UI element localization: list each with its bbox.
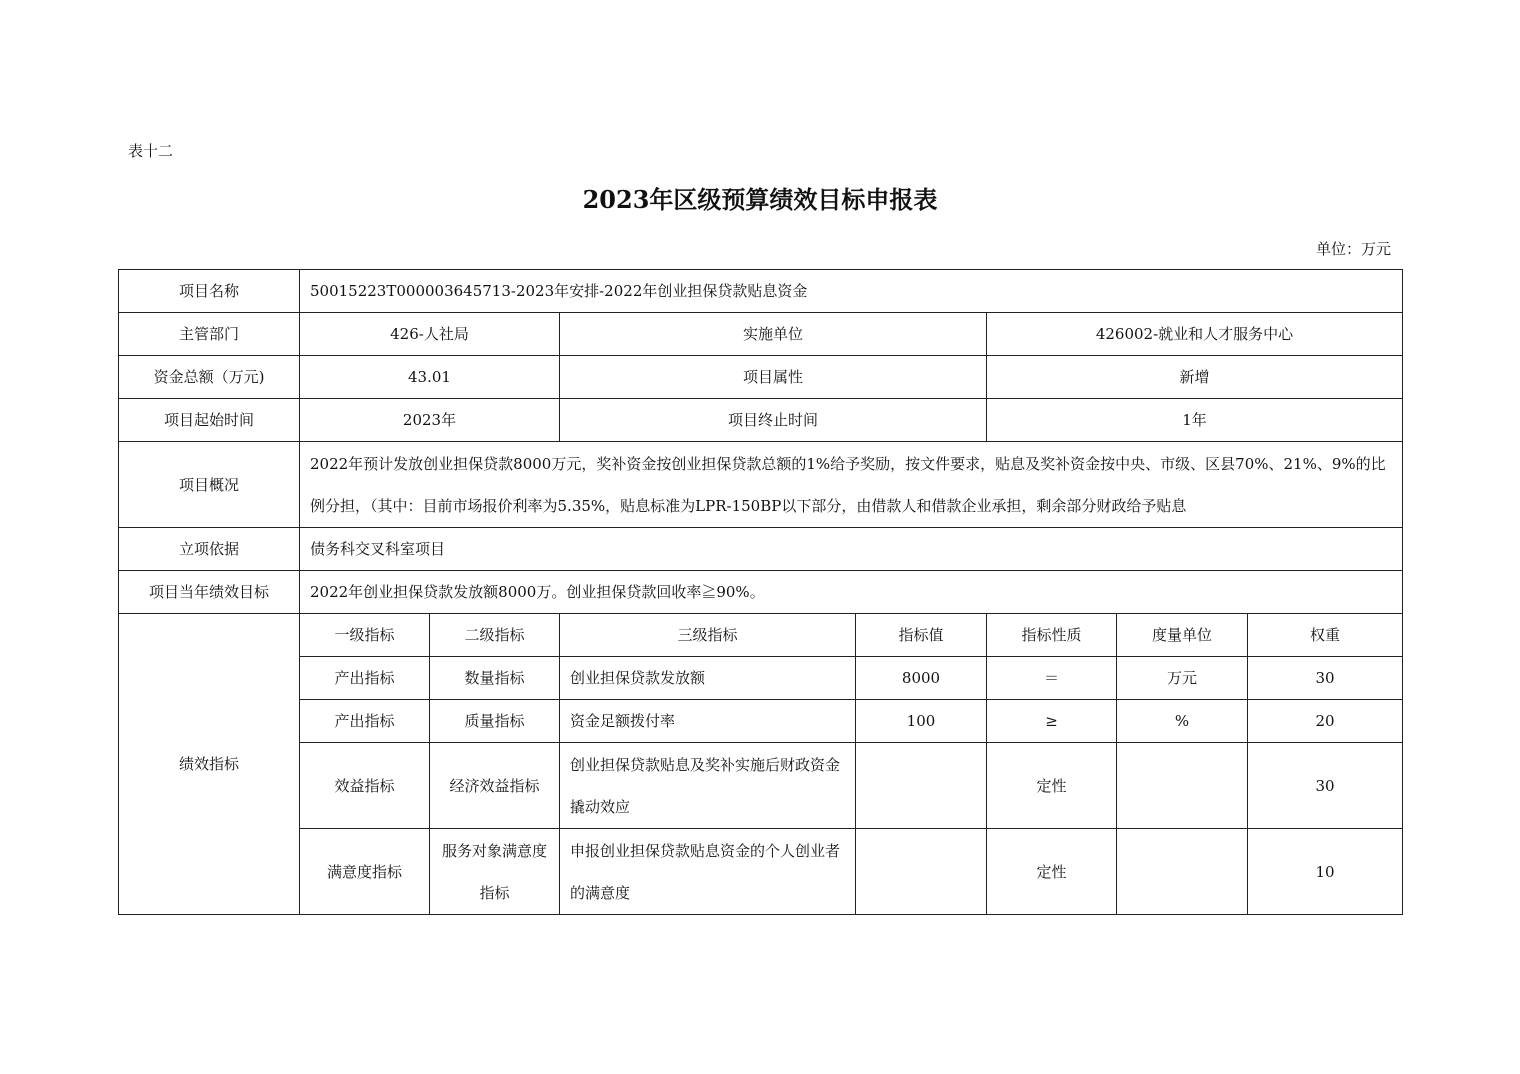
- indicator-cell: 服务对象满意度指标: [430, 829, 560, 915]
- indicator-row: [119, 829, 1403, 915]
- label-start-time: 项目起始时间: [119, 399, 300, 442]
- indicator-cell: 30: [1248, 657, 1403, 700]
- indicator-cell: [856, 829, 987, 915]
- indicator-cell: 创业担保贷款发放额: [560, 657, 856, 700]
- indicator-row: [119, 657, 1403, 700]
- value-department: 426-人社局: [300, 313, 560, 356]
- indicator-cell: [1117, 829, 1248, 915]
- value-project-attr: 新增: [987, 356, 1403, 399]
- indicator-cell: ≥: [987, 700, 1117, 743]
- indicator-cell: 10: [1248, 829, 1403, 915]
- value-annual-goal: 2022年创业担保贷款发放额8000万。创业担保贷款回收率≧90%。: [300, 571, 1403, 614]
- label-department: 主管部门: [119, 313, 300, 356]
- indicator-header-cell: 度量单位: [1117, 614, 1248, 657]
- value-impl-unit: 426002-就业和人才服务中心: [987, 313, 1403, 356]
- row-overview: [119, 442, 1403, 528]
- row-annual-goal: [119, 571, 1403, 614]
- unit-note: 单位：万元: [1315, 240, 1391, 258]
- indicator-cell: 30: [1248, 743, 1403, 829]
- indicator-cell: 定性: [987, 829, 1117, 915]
- indicator-cell: %: [1117, 700, 1248, 743]
- indicator-cell: 100: [856, 700, 987, 743]
- indicator-header-cell: 一级指标: [300, 614, 430, 657]
- indicator-header-cell: 权重: [1248, 614, 1403, 657]
- row-project-name: [119, 270, 1403, 313]
- indicator-cell: 申报创业担保贷款贴息资金的个人创业者的满意度: [560, 829, 856, 915]
- indicator-cell: 创业担保贷款贴息及奖补实施后财政资金撬动效应: [560, 743, 856, 829]
- indicator-cell: 万元: [1117, 657, 1248, 700]
- value-basis: 债务科交叉科室项目: [300, 528, 1403, 571]
- label-annual-goal: 项目当年绩效目标: [119, 571, 300, 614]
- indicator-cell: 资金足额拨付率: [560, 700, 856, 743]
- indicator-header-cell: 指标性质: [987, 614, 1117, 657]
- table-number: 表十二: [128, 142, 174, 160]
- indicator-row: [119, 743, 1403, 829]
- indicator-cell: 产出指标: [300, 700, 430, 743]
- indicator-cell: [1117, 743, 1248, 829]
- indicator-header-cell: 三级指标: [560, 614, 856, 657]
- row-total-funds: [119, 356, 1403, 399]
- performance-target-table: [118, 269, 1403, 915]
- row-basis: [119, 528, 1403, 571]
- label-indicators: 绩效指标: [119, 614, 300, 915]
- indicator-cell: 满意度指标: [300, 829, 430, 915]
- row-project-time: [119, 399, 1403, 442]
- indicator-cell: ＝: [987, 657, 1117, 700]
- indicator-cell: 经济效益指标: [430, 743, 560, 829]
- indicator-cell: 8000: [856, 657, 987, 700]
- label-end-time: 项目终止时间: [560, 399, 987, 442]
- indicator-cell: 定性: [987, 743, 1117, 829]
- label-impl-unit: 实施单位: [560, 313, 987, 356]
- indicator-cell: 质量指标: [430, 700, 560, 743]
- label-basis: 立项依据: [119, 528, 300, 571]
- page-title: 2023年区级预算绩效目标申报表: [582, 185, 938, 214]
- label-total-funds: 资金总额（万元): [119, 356, 300, 399]
- value-total-funds: 43.01: [300, 356, 560, 399]
- indicator-cell: [856, 743, 987, 829]
- indicator-cell: 数量指标: [430, 657, 560, 700]
- value-end-time: 1年: [987, 399, 1403, 442]
- row-department: [119, 313, 1403, 356]
- label-project-name: 项目名称: [119, 270, 300, 313]
- indicator-cell: 20: [1248, 700, 1403, 743]
- value-project-name: 50015223T000003645713-2023年安排-2022年创业担保贷款贴息资金: [300, 270, 1403, 313]
- indicator-row: [119, 700, 1403, 743]
- indicator-cell: 效益指标: [300, 743, 430, 829]
- indicator-header-row: [119, 614, 1403, 657]
- value-start-time: 2023年: [300, 399, 560, 442]
- label-project-attr: 项目属性: [560, 356, 987, 399]
- label-overview: 项目概况: [119, 442, 300, 528]
- indicator-cell: 产出指标: [300, 657, 430, 700]
- indicator-header-cell: 指标值: [856, 614, 987, 657]
- indicator-header-cell: 二级指标: [430, 614, 560, 657]
- value-overview: 2022年预计发放创业担保贷款8000万元，奖补资金按创业担保贷款总额的1%给予奖励，按文件要求，贴息及奖补资金按中央、市级、区县70%、21%、9%的比例分担，（其中：目前市场报价利率为5.35%，贴息标准为LPR-150BP以下部分，由借款人和借款企业承担，剩余部分财政给予贴息: [300, 442, 1403, 528]
